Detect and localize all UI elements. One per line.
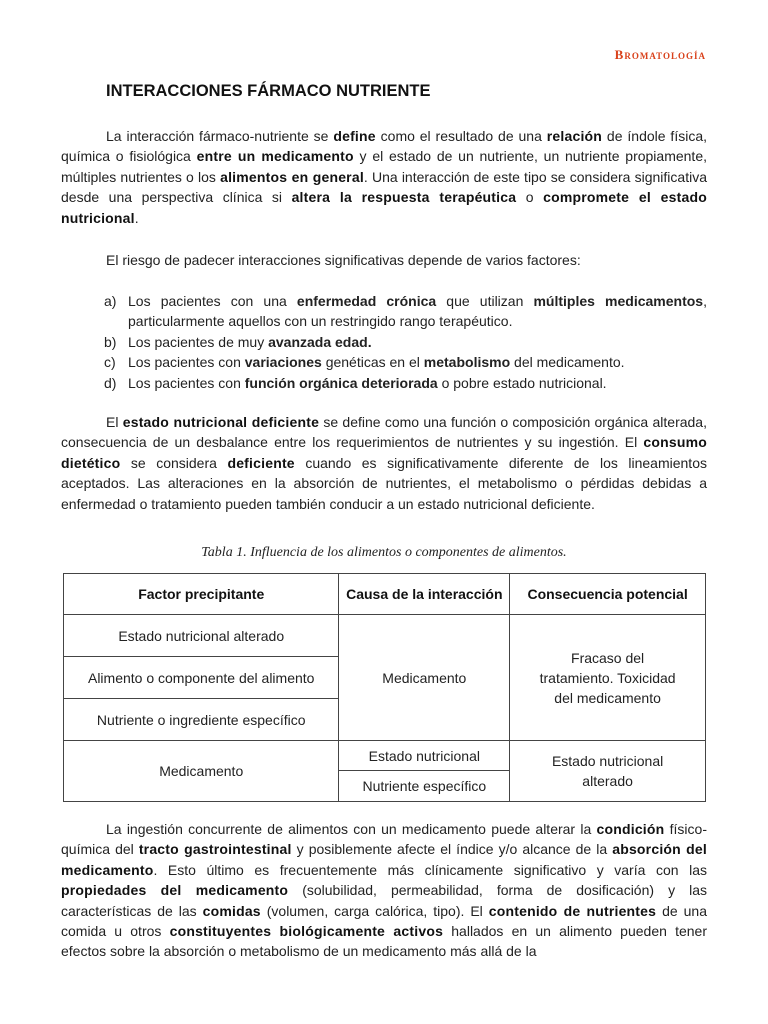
paragraph-risk-intro: El riesgo de padecer interacciones significativas depende de varios factores: bbox=[106, 252, 581, 268]
text-run: físico-química del bbox=[61, 821, 707, 858]
bold-term: enfermedad crónica bbox=[296, 293, 437, 309]
text-run: . bbox=[134, 209, 139, 226]
paragraph-deficient-state bbox=[61, 412, 707, 514]
text-run: . Una interacción de este tipo se considera significativa desde una perspectiva clínica si bbox=[61, 168, 707, 206]
text-run: como el resultado de una bbox=[375, 128, 547, 144]
text-run: y posiblemente afecte el índice y/o alcance de la bbox=[291, 841, 613, 858]
bold-term: comidas bbox=[202, 902, 261, 919]
table-cell: Estado nutricional bbox=[339, 741, 510, 771]
bold-term: múltiples medicamentos bbox=[533, 293, 704, 309]
table-caption: Tabla 1. Influencia de los alimentos o componentes de alimentos. bbox=[201, 545, 567, 560]
list-marker: a) bbox=[104, 293, 117, 309]
bold-term: contenido de nutrientes bbox=[488, 902, 657, 919]
running-header: Bromatología bbox=[614, 47, 706, 62]
bold-term: tracto gastrointestinal bbox=[138, 841, 292, 858]
list-marker: b) bbox=[104, 333, 117, 350]
section-title: INTERACCIONES FÁRMACO NUTRIENTE bbox=[106, 82, 431, 100]
table-cell: Fracaso del tratamiento. Toxicidad del medicamento bbox=[510, 615, 706, 741]
bold-term: deficiente bbox=[227, 454, 295, 471]
bold-term: alimentos en general bbox=[220, 168, 364, 185]
bold-term: compromete el estado nutricional bbox=[61, 189, 707, 226]
bold-term: consumo dietético bbox=[61, 434, 707, 471]
interaction-table bbox=[63, 573, 706, 802]
text-run: Los pacientes con una bbox=[128, 293, 297, 309]
bold-term: estado nutricional deficiente bbox=[122, 414, 320, 430]
column-header: Consecuencia potencial bbox=[510, 574, 706, 615]
bold-term: altera la respuesta terapéutica bbox=[291, 189, 517, 206]
table-cell: Alimento o componente del alimento bbox=[64, 657, 339, 699]
text-run: de una comida u otros bbox=[61, 902, 708, 940]
table-cell: Medicamento bbox=[339, 615, 510, 741]
column-header: Causa de la interacción bbox=[339, 574, 510, 615]
bold-term: propiedades del medicamento bbox=[61, 882, 289, 899]
paragraph-concurrent-intake bbox=[61, 819, 707, 962]
bold-term: entre un medicamento bbox=[196, 148, 354, 165]
bold-term: relación bbox=[546, 128, 603, 144]
table-cell: Estado nutricional alterado bbox=[64, 615, 339, 657]
bold-term: absorción del medicamento bbox=[61, 841, 707, 878]
list-item bbox=[104, 373, 707, 393]
bold-term: avanzada edad. bbox=[268, 333, 372, 350]
text-run: se considera bbox=[120, 454, 228, 471]
text-run: . Esto último es frecuentemente más clínicamente significativo y varía con las bbox=[153, 861, 707, 878]
text-run: La ingestión concurrente de alimentos con un medicamento puede alterar la bbox=[106, 821, 597, 837]
bold-term: metabolismo bbox=[423, 354, 511, 371]
text-run: (volumen, carga calórica, tipo). El bbox=[260, 902, 489, 919]
text-run: genéticas en el bbox=[321, 354, 424, 371]
text-run: hallados en un alimento pueden tener efectos sobre la absorción o metabolismo de un medicamento más allá de la bbox=[61, 923, 707, 960]
text-run: Los pacientes con bbox=[128, 354, 245, 371]
text-run: o bbox=[516, 189, 544, 206]
text-run: de índole física, química o fisiológica bbox=[61, 128, 707, 165]
table-cell: Medicamento bbox=[64, 741, 339, 802]
column-header: Factor precipitante bbox=[64, 574, 339, 615]
list-item bbox=[104, 291, 707, 332]
list-marker: c) bbox=[104, 354, 116, 371]
bold-term: condición bbox=[596, 821, 665, 837]
list-item bbox=[104, 332, 707, 352]
table-cell: Estado nutricional alterado bbox=[510, 741, 706, 802]
text-run: se define como una función o composición orgánica alterada, consecuencia de un desbalance entre los requerimientos de nutrientes y su ingestión. El bbox=[61, 414, 707, 451]
risk-factor-list bbox=[104, 291, 707, 393]
text-run: o pobre estado nutricional. bbox=[437, 374, 607, 391]
list-marker: d) bbox=[104, 374, 117, 391]
bold-term: constituyentes biológicamente activos bbox=[169, 923, 444, 940]
text-run: , particularmente aquellos con un restringido rango terapéutico. bbox=[128, 293, 707, 330]
text-run: Los pacientes con bbox=[128, 374, 245, 391]
bold-term: función orgánica deteriorada bbox=[244, 374, 438, 391]
text-run: que utilizan bbox=[436, 293, 534, 309]
text-run: del medicamento. bbox=[510, 354, 625, 371]
text-run: Los pacientes de muy bbox=[128, 333, 269, 350]
text-run: (solubilidad, permeabilidad, forma de dosificación) y las características de las bbox=[61, 882, 707, 919]
text-run: El bbox=[106, 414, 123, 430]
table-cell: Nutriente o ingrediente específico bbox=[64, 699, 339, 741]
bold-term: define bbox=[333, 128, 376, 144]
text-run: La interacción fármaco-nutriente se bbox=[106, 128, 334, 144]
table-header-row bbox=[64, 574, 706, 615]
list-item bbox=[104, 352, 707, 372]
table-cell: Nutriente específico bbox=[339, 771, 510, 802]
table-row bbox=[64, 741, 706, 771]
table-row bbox=[64, 615, 706, 657]
bold-term: variaciones bbox=[244, 354, 322, 371]
text-run: y el estado de un nutriente, un nutriente propiamente, múltiples nutrientes o los bbox=[61, 148, 708, 185]
paragraph-definition bbox=[61, 126, 707, 228]
text-run: cuando es significativamente diferente de los lineamientos aceptados. Las alteraciones en la absorción de nutrientes, el metabolismo o pérdidas debidas a enfermedad o tratamiento pueden también conducir a un estado nutricional deficiente. bbox=[61, 454, 707, 512]
